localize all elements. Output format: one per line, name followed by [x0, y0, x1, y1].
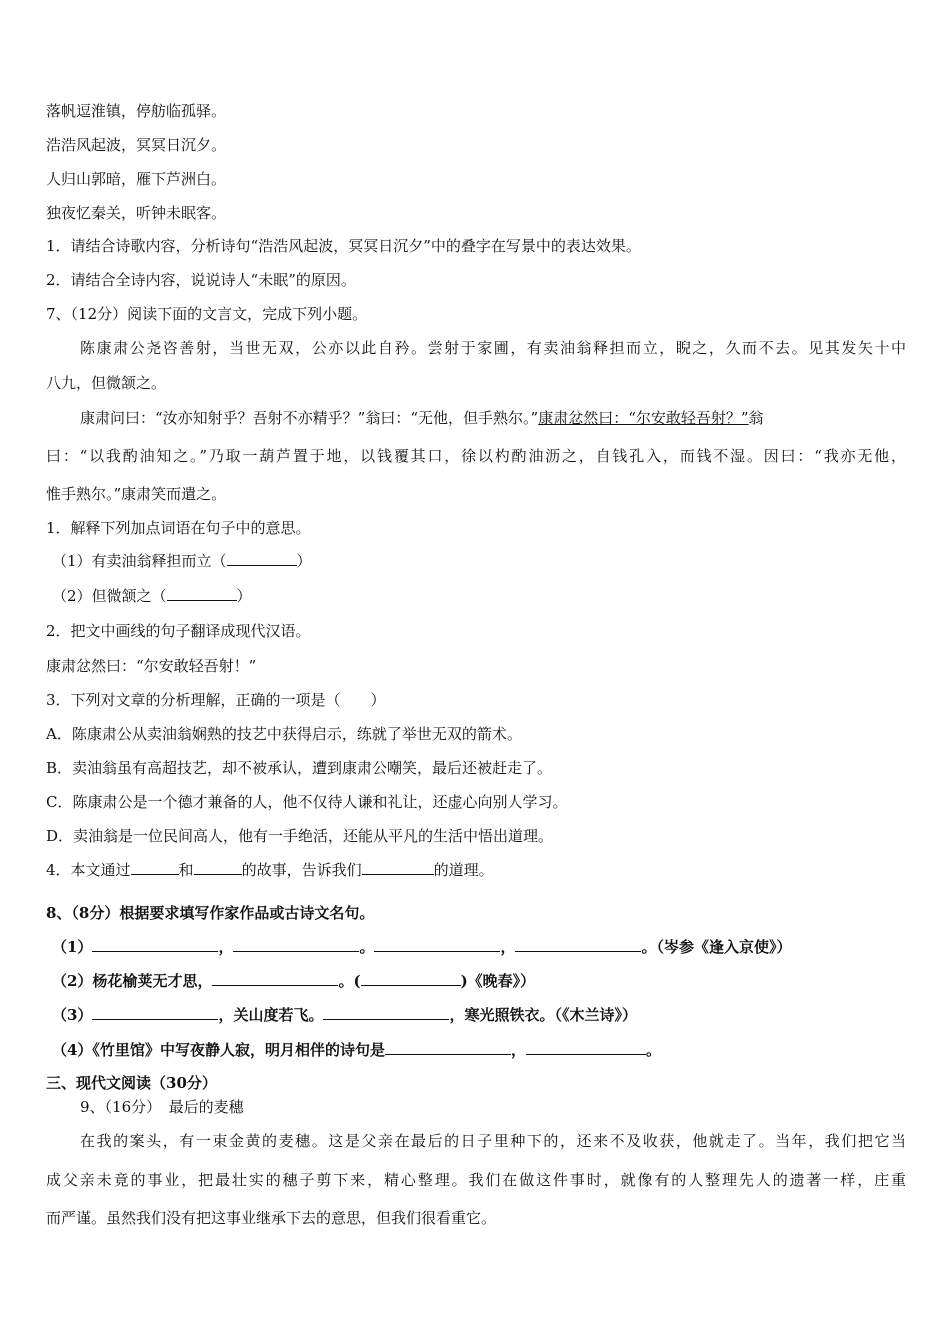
q7-sub-1-item-2 — [52, 586, 910, 606]
q7-sub-1-item-1-text: （1）有卖油翁释担而立（ — [52, 552, 227, 570]
answer-blank[interactable] — [167, 586, 237, 601]
q8-item-2-b: 。( — [338, 972, 361, 990]
q7-passage-p1-b: 八九，但微颔之。 — [46, 374, 167, 392]
answer-blank[interactable] — [374, 937, 500, 952]
q7-sub-1: 1．解释下列加点词语在句子中的意思。 — [46, 519, 311, 537]
q8-item-4 — [52, 1040, 910, 1060]
q7-passage-p2-a-post: 翁 — [748, 409, 764, 427]
comma: ， — [510, 1041, 526, 1059]
q8-item-3-a: （3） — [52, 1006, 93, 1024]
q8-item-2 — [52, 971, 910, 991]
q6-sub-2: 2．请结合全诗内容，说说诗人“未眠”的原因。 — [46, 271, 356, 289]
q7-sub-2-sentence: 康肃忿然曰：“尔安敢轻吾射！” — [46, 657, 257, 675]
q7-sub-1-item-1 — [52, 551, 910, 571]
q8-item-2-a: （2）杨花榆荚无才思， — [52, 972, 213, 990]
comma: ， — [218, 938, 234, 956]
comma: ， — [500, 938, 516, 956]
q9-passage-p1-c: 而严谨。虽然我们没有把这事业继承下去的意思，但我们很看重它。 — [46, 1209, 497, 1227]
q7-sub-1-item-2-text: （2）但微颔之（ — [52, 587, 167, 605]
q9-passage-p1-b: 成父亲未竟的事业，把最壮实的穗子剪下来，精心整理。我们在做这件事时，就像有的人整理先人的遗著一样，庄重 — [46, 1171, 906, 1189]
q8-heading: 8、（8分）根据要求填写作家作品或古诗文名句。 — [46, 904, 375, 922]
q9-passage-p1-a: 在我的案头，有一束金黄的麦穗。这是父亲在最后的日子里种下的，还来不及收获，他就走了。当年，我们把它当 — [80, 1132, 906, 1150]
close-paren: ） — [236, 587, 252, 605]
q8-item-1 — [52, 937, 910, 957]
q7-heading: 7、（12分）阅读下面的文言文，完成下列小题。 — [46, 305, 368, 323]
answer-blank[interactable] — [362, 860, 434, 875]
underlined-sentence: 康肃忿然曰：“尔安敢轻吾射？” — [538, 409, 749, 427]
q8-item-1-label: （1） — [52, 938, 93, 956]
q7-passage-p2-a — [80, 408, 910, 428]
q7-passage-p2-a-pre: 康肃问曰：“汝亦知射乎？吾射不亦精乎？”翁曰：“无他，但手熟尔。” — [80, 409, 539, 427]
answer-blank[interactable] — [194, 860, 242, 875]
answer-blank[interactable] — [131, 860, 179, 875]
q6-sub-1: 1．请结合诗歌内容，分析诗句“浩浩风起波，冥冥日沉夕”中的叠字在写景中的表达效果。 — [46, 237, 641, 255]
q9-heading: 9、（16分） 最后的麦穗 — [80, 1098, 244, 1116]
q8-item-2-c: )《晚春》） — [460, 972, 536, 990]
period: 。 — [359, 938, 375, 956]
q8-item-4-end: 。 — [645, 1041, 661, 1059]
q7-sub-4-a: 4．本文通过 — [46, 861, 131, 879]
q7-sub-4-b: 和 — [178, 861, 194, 879]
q7-passage-p1-a: 陈康肃公尧咨善射，当世无双，公亦以此自矜。尝射于家圃，有卖油翁释担而立，睨之，久而不去。见其发矢十中 — [80, 339, 906, 357]
answer-blank[interactable] — [92, 1005, 218, 1020]
answer-blank[interactable] — [92, 937, 218, 952]
q7-sub-4-d: 的道理。 — [433, 861, 494, 879]
answer-blank[interactable] — [323, 1005, 449, 1020]
q7-sub-3: 3．下列对文章的分析理解，正确的一项是（ ） — [46, 691, 386, 709]
answer-blank[interactable] — [385, 1040, 511, 1055]
poem-line-3: 人归山郭暗，雁下芦洲白。 — [46, 170, 227, 188]
q7-option-b: B．卖油翁虽有高超技艺，却不被承认，遭到康肃公嘲笑，最后还被赶走了。 — [46, 759, 553, 777]
poem-line-1: 落帆逗淮镇，停舫临孤驿。 — [46, 102, 227, 120]
q8-item-1-source: （岑参《逢入京使》） — [656, 938, 792, 956]
q7-sub-4-c: 的故事，告诉我们 — [241, 861, 362, 879]
q8-item-3-b: ，关山度若飞。 — [218, 1006, 324, 1024]
answer-blank[interactable] — [361, 971, 461, 986]
close-paren: ） — [296, 552, 312, 570]
poem-line-2: 浩浩风起波，冥冥日沉夕。 — [46, 136, 227, 154]
period: 。 — [641, 938, 657, 956]
q7-option-c: C．陈康肃公是一个德才兼备的人，他不仅待人谦和礼让，还虚心向别人学习。 — [46, 793, 568, 811]
answer-blank[interactable] — [227, 551, 297, 566]
answer-blank[interactable] — [233, 937, 359, 952]
q7-sub-2: 2．把文中画线的句子翻译成现代汉语。 — [46, 622, 311, 640]
answer-blank[interactable] — [212, 971, 338, 986]
q7-sub-4 — [46, 860, 910, 880]
q8-item-3-c: ，寒光照铁衣。（《木兰诗》） — [449, 1006, 637, 1024]
q7-option-a: A．陈康肃公从卖油翁娴熟的技艺中获得启示，练就了举世无双的箭术。 — [46, 725, 522, 743]
q7-passage-p2-c: 惟手熟尔。”康肃笑而遣之。 — [46, 485, 227, 503]
q7-option-d: D．卖油翁是一位民间高人，他有一手绝活，还能从平凡的生活中悟出道理。 — [46, 827, 554, 845]
q8-item-3 — [52, 1005, 910, 1025]
poem-line-4: 独夜忆秦关，听钟未眠客。 — [46, 204, 227, 222]
q8-item-4-a: （4）《竹里馆》中写夜静人寂，明月相伴的诗句是 — [52, 1041, 385, 1059]
answer-blank[interactable] — [515, 937, 641, 952]
answer-blank[interactable] — [526, 1040, 646, 1055]
section-3-heading: 三、现代文阅读（30分） — [46, 1074, 217, 1092]
q7-passage-p2-b: 曰：“以我酌油知之。”乃取一葫芦置于地，以钱覆其口，徐以杓酌油沥之，自钱孔入，而钱不湿。因曰：“我亦无他， — [46, 447, 906, 465]
